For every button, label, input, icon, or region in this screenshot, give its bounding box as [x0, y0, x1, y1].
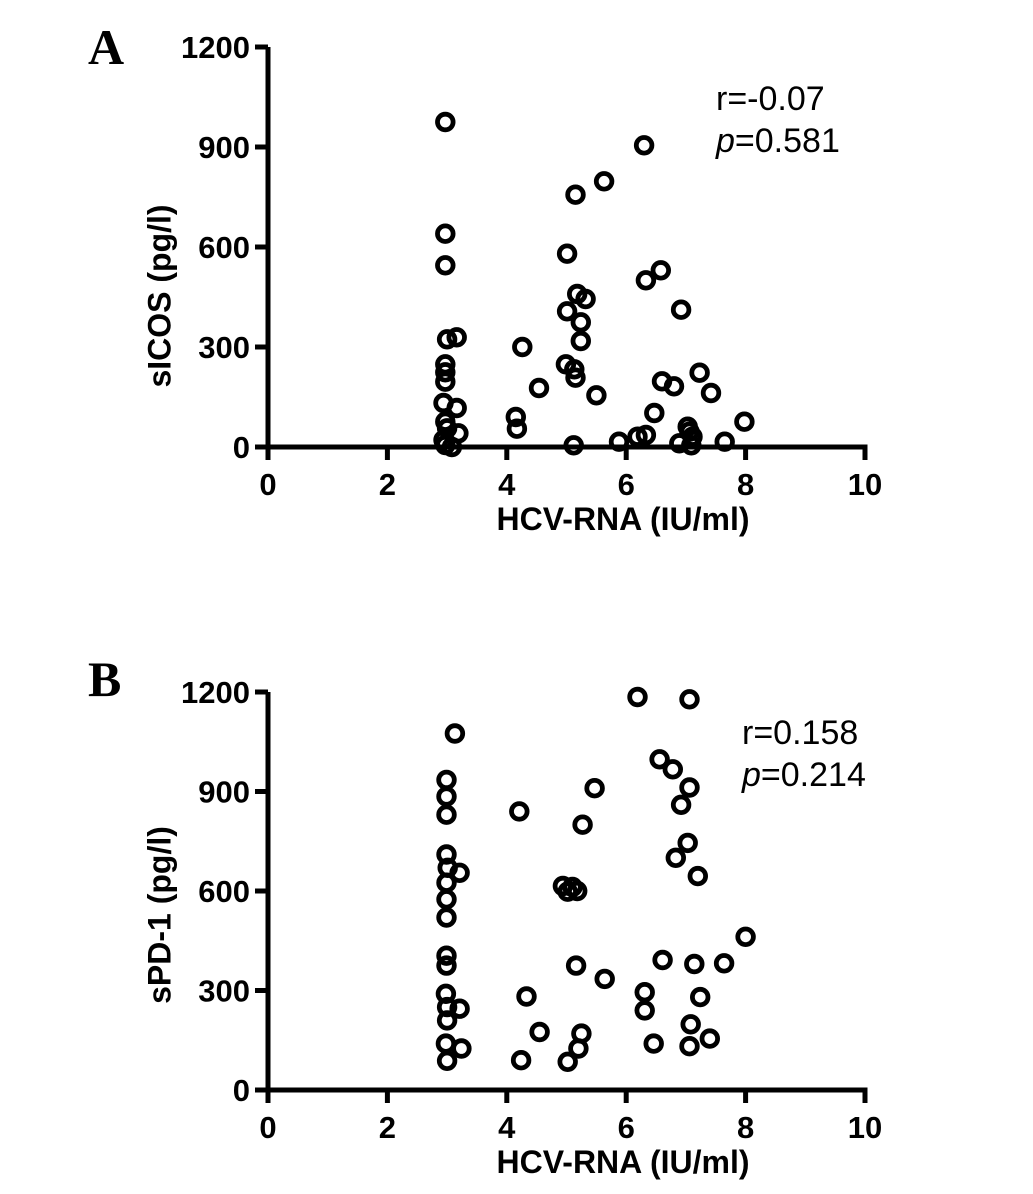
scatter-point — [513, 1052, 529, 1068]
x-tick-label: 4 — [498, 467, 516, 502]
scatter-point — [438, 226, 454, 242]
scatter-point — [668, 850, 684, 866]
y-axis-title-b: sPD-1 (pg/l) — [141, 826, 178, 1004]
r-value-b: r=0.158 — [742, 714, 859, 752]
scatter-point — [638, 273, 654, 289]
scatter-point — [587, 780, 603, 796]
scatter-point — [568, 958, 584, 974]
scatter-point — [509, 421, 525, 437]
scatter-point — [447, 726, 463, 742]
scatter-point — [682, 692, 698, 708]
x-tick-label: 0 — [259, 1110, 277, 1145]
scatter-point — [637, 1003, 653, 1019]
scatter-point — [682, 780, 698, 796]
x-axis-title-b: HCV-RNA (IU/ml) — [496, 1144, 750, 1180]
scatter-point — [673, 797, 689, 813]
scatter-point — [655, 952, 671, 968]
scatter-point — [515, 339, 531, 355]
scatter-point — [687, 956, 703, 972]
scatter-point — [666, 379, 682, 395]
x-tick-label: 10 — [847, 467, 883, 502]
scatter-point — [439, 789, 455, 805]
scatter-point — [665, 762, 681, 778]
scatter-point — [646, 1036, 662, 1052]
x-tick-label: 6 — [617, 467, 635, 502]
y-tick-label: 0 — [232, 1073, 250, 1108]
scatter-point — [703, 385, 719, 401]
p-value-a: p=0.581 — [716, 122, 840, 160]
scatter-point — [439, 1013, 455, 1029]
scatter-point — [636, 138, 652, 154]
scatter-point — [438, 258, 454, 274]
scatter-point — [439, 1053, 455, 1069]
scatter-point — [519, 989, 535, 1005]
scatter-point — [702, 1031, 718, 1047]
scatter-point — [512, 804, 528, 820]
scatter-point — [596, 174, 612, 190]
y-tick-label: 600 — [198, 230, 250, 265]
scatter-point — [575, 817, 591, 833]
y-tick-label: 900 — [198, 774, 250, 810]
x-tick-label: 2 — [378, 467, 397, 502]
scatter-point — [560, 1054, 576, 1070]
scatter-point — [454, 1041, 470, 1057]
scatter-point — [439, 807, 455, 823]
scatter-point — [738, 929, 754, 945]
scatter-point — [692, 989, 708, 1005]
scatter-point — [532, 1024, 548, 1040]
scatter-point — [737, 414, 753, 430]
scatter-point — [559, 246, 575, 262]
x-axis-title-a: HCV-RNA (IU/ml) — [496, 501, 750, 537]
r-value-a: r=-0.07 — [716, 80, 825, 118]
scatter-point — [531, 380, 547, 396]
x-tick-label: 6 — [617, 1110, 635, 1145]
y-tick-label: 0 — [232, 430, 250, 465]
x-tick-label: 2 — [378, 1110, 397, 1145]
scatter-point — [438, 114, 454, 130]
y-tick-label: 600 — [198, 874, 250, 909]
scatter-point — [568, 187, 584, 203]
scatter-point — [439, 892, 455, 908]
p-value-b: p=0.214 — [742, 756, 866, 794]
scatter-point — [680, 835, 696, 851]
scatter-point — [690, 868, 706, 884]
scatter-point — [589, 388, 605, 404]
y-axis-title-a: sICOS (pg/l) — [141, 204, 178, 388]
y-tick-label: 300 — [198, 330, 250, 365]
correlation-annotation-a — [716, 78, 840, 162]
y-tick-label: 900 — [198, 130, 250, 165]
scatter-point — [673, 302, 689, 318]
x-tick-label: 10 — [847, 1110, 883, 1145]
panel-b-letter: B — [88, 651, 122, 707]
scatter-point — [630, 689, 646, 705]
x-tick-label: 8 — [736, 1110, 755, 1145]
scatter-point — [683, 1017, 699, 1033]
scatter-point — [637, 984, 653, 1000]
scatter-point — [716, 956, 732, 972]
scatter-point — [573, 315, 589, 331]
scatter-point — [597, 971, 613, 987]
scatter-point — [647, 405, 663, 421]
y-tick-label: 300 — [198, 973, 250, 1009]
x-tick-label: 4 — [498, 1110, 516, 1145]
scatter-point — [717, 434, 733, 450]
panel-a-letter: A — [88, 19, 125, 75]
x-tick-label: 0 — [259, 467, 277, 502]
correlation-annotation-b — [742, 712, 866, 796]
scatter-point — [692, 365, 708, 381]
scatter-point — [611, 434, 627, 450]
scatter-point — [439, 910, 455, 926]
scatter-point — [682, 1038, 698, 1054]
scatter-point — [439, 772, 455, 788]
x-tick-label: 8 — [736, 467, 755, 502]
scatter-point — [573, 333, 589, 349]
y-tick-label: 1200 — [181, 675, 250, 710]
scatter-point — [439, 875, 455, 891]
scatter-point — [653, 263, 669, 279]
y-tick-label: 1200 — [181, 30, 250, 65]
